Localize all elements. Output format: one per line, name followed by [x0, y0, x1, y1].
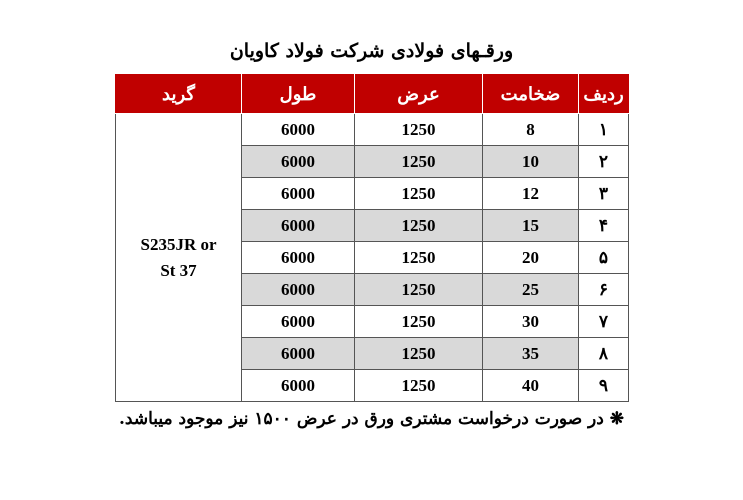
- cell-length: 6000: [242, 306, 355, 338]
- table-row: [116, 114, 629, 146]
- cell-row-number: ۳: [579, 178, 629, 210]
- cell-width: 1250: [355, 114, 483, 146]
- cell-length: 6000: [242, 146, 355, 178]
- cell-width: 1250: [355, 210, 483, 242]
- steel-sheets-table: [115, 74, 629, 402]
- cell-length: 6000: [242, 210, 355, 242]
- cell-thickness: 8: [483, 114, 579, 146]
- cell-row-number: ۲: [579, 146, 629, 178]
- header-row-number: ردیف: [579, 75, 629, 114]
- grade-line-2: St 37: [160, 260, 197, 280]
- cell-width: 1250: [355, 338, 483, 370]
- cell-thickness: 35: [483, 338, 579, 370]
- cell-length: 6000: [242, 242, 355, 274]
- table-header-row: [116, 75, 629, 114]
- cell-thickness: 10: [483, 146, 579, 178]
- cell-thickness: 12: [483, 178, 579, 210]
- cell-length: 6000: [242, 338, 355, 370]
- cell-row-number: ۹: [579, 370, 629, 402]
- cell-width: 1250: [355, 242, 483, 274]
- page-title: ورقـهای فولادی شرکت فولاد کاویان: [229, 40, 514, 62]
- cell-width: 1250: [355, 370, 483, 402]
- cell-length: 6000: [242, 274, 355, 306]
- cell-thickness: 30: [483, 306, 579, 338]
- cell-row-number: ۱: [579, 114, 629, 146]
- cell-row-number: ۷: [579, 306, 629, 338]
- cell-thickness: 40: [483, 370, 579, 402]
- header-grade: گرید: [116, 75, 242, 114]
- cell-width: 1250: [355, 306, 483, 338]
- header-thickness: ضخامت: [483, 75, 579, 114]
- availability-footnote: ❋ در صورت درخواست مشتری ورق در عرض ۱۵۰۰ نیز موجود میباشد.: [118, 409, 624, 429]
- cell-width: 1250: [355, 178, 483, 210]
- cell-thickness: 20: [483, 242, 579, 274]
- cell-row-number: ۵: [579, 242, 629, 274]
- cell-row-number: ۸: [579, 338, 629, 370]
- cell-length: 6000: [242, 178, 355, 210]
- cell-width: 1250: [355, 146, 483, 178]
- header-width: عرض: [355, 75, 483, 114]
- header-length: طول: [242, 75, 355, 114]
- cell-length: 6000: [242, 114, 355, 146]
- cell-thickness: 25: [483, 274, 579, 306]
- cell-row-number: ۶: [579, 274, 629, 306]
- grade-line-1: S235JR or: [140, 234, 217, 254]
- cell-grade: [116, 114, 242, 402]
- cell-row-number: ۴: [579, 210, 629, 242]
- cell-width: 1250: [355, 274, 483, 306]
- cell-length: 6000: [242, 370, 355, 402]
- cell-thickness: 15: [483, 210, 579, 242]
